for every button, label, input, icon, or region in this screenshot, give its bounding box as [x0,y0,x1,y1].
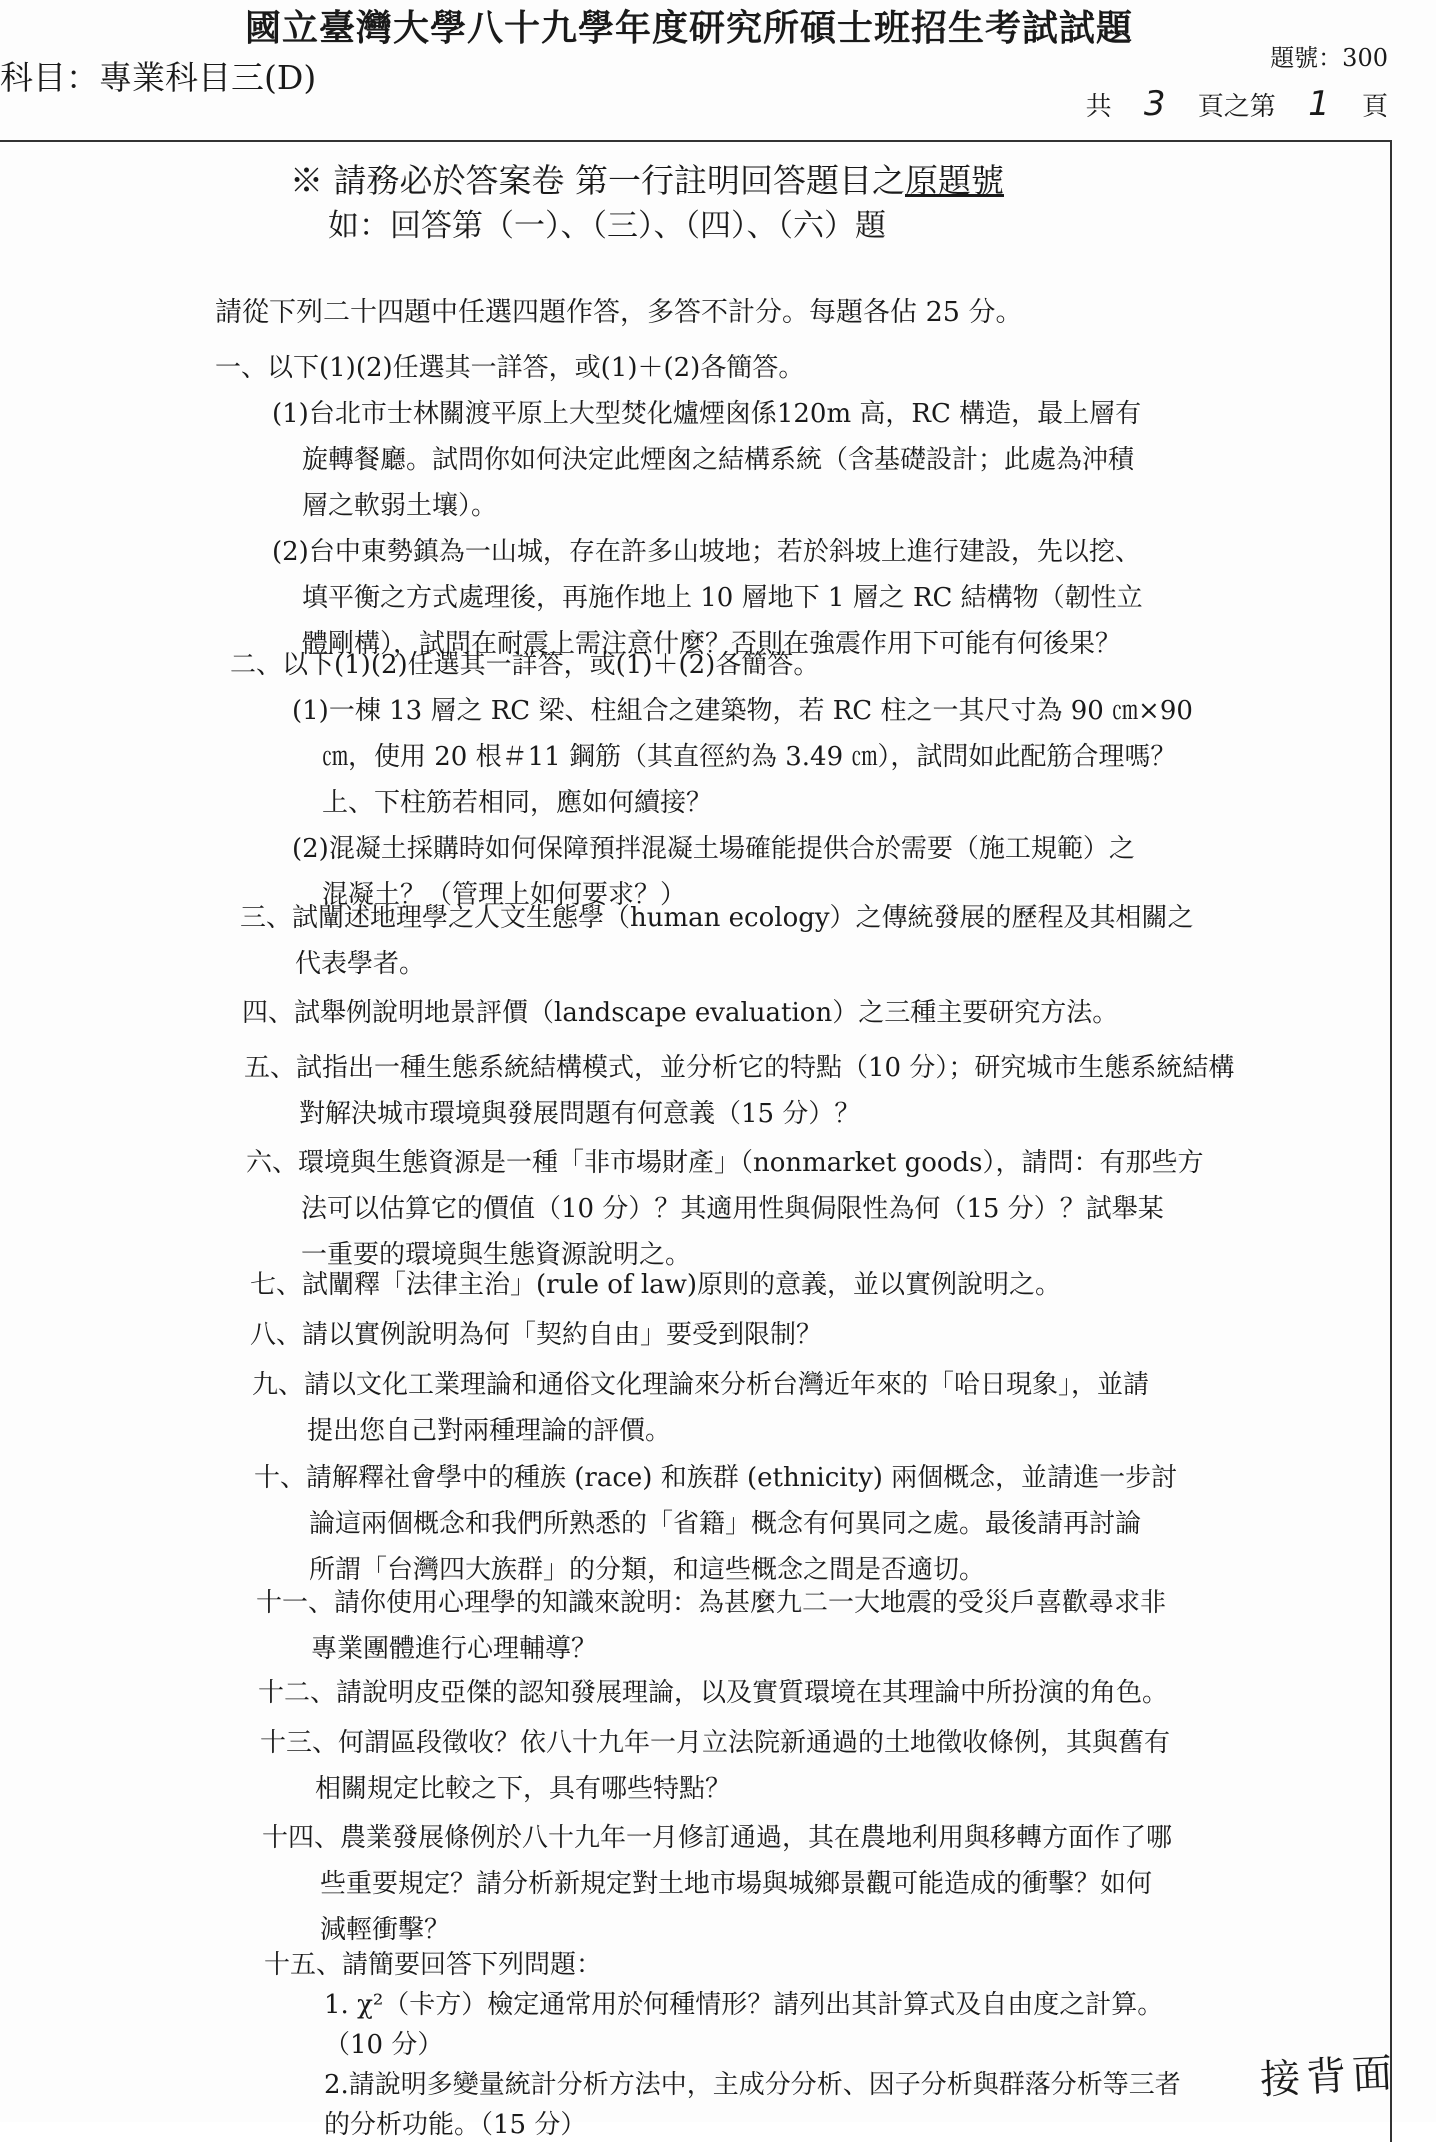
question-14 [262,1815,1172,1953]
question-3 [240,895,1194,987]
question-2 [230,642,1193,918]
topic-number: 題號：300 [1270,44,1388,72]
question-line: （10 分） [324,2030,444,2060]
question-line: 2.請說明多變量統計分析方法中，主成分分析、因子分析與群落分析等三者 [324,2070,1181,2100]
question-4 [242,990,1118,1036]
question-line: 填平衡之方式處理後，再施作地上 10 層地下 1 層之 RC 結構物（韌性立 [302,583,1143,613]
notice-example: 如：回答第（一）、（三）、（四）、（六）題 [328,208,886,244]
question-line: 1. χ²（卡方）檢定通常用於何種情形？請列出其計算式及自由度之計算。 [324,1990,1164,2020]
question-line: 二、以下(1)(2)任選其一詳答，或(1)＋(2)各簡答。 [230,650,820,680]
question-10 [254,1455,1177,1593]
question-line: 體剛構），試問在耐震上需注意什麼？否則在強震作用下可能有何後果？ [302,629,1122,659]
notice-text: ※ 請務必於答案卷 第一行註明回答題目之 [290,161,905,200]
question-line: 八、請以實例說明為何「契約自由」要受到限制？ [250,1320,823,1350]
question-line: 一、以下(1)(2)任選其一詳答，或(1)＋(2)各簡答。 [215,353,805,383]
subject-label: 科目：專業科目三(D) [0,58,317,97]
question-line: 上、下柱筋若相同，應如何續接？ [322,788,713,818]
question-line: 論這兩個概念和我們所熟悉的「省籍」概念有何異同之處。最後請再討論 [309,1509,1142,1539]
question-line: (1)台北市士林關渡平原上大型焚化爐煙囪係120m 高，RC 構造，最上層有 [272,399,1142,429]
question-line: 六、環境與生態資源是一種「非市場財產」（nonmarket goods），請問：有那些方 [246,1148,1204,1178]
question-line: 相關規定比較之下，具有哪些特點？ [315,1774,732,1804]
notice-underlined: 原題號 [904,161,1004,200]
question-line: 十五、請簡要回答下列問題： [264,1950,603,1980]
question-line: 代表學者。 [295,949,426,979]
question-line: 層之軟弱土壤）。 [302,491,498,521]
question-line: 減輕衝擊？ [320,1915,451,1945]
page-indicator [1086,84,1388,124]
question-line: 九、請以文化工業理論和通俗文化理論來分析台灣近年來的「哈日現象」，並請 [252,1370,1150,1400]
question-5 [244,1045,1234,1137]
continue-on-back-note: 接背面 [1259,2050,1400,2104]
pages-total: 3 [1143,84,1166,124]
question-line: 十三、何謂區段徵收？依八十九年一月立法院新通過的土地徵收條例，其與舊有 [260,1728,1171,1758]
question-6 [246,1140,1204,1278]
question-8 [250,1312,822,1358]
question-13 [260,1720,1170,1812]
question-line: 專業團體進行心理輔導？ [311,1634,598,1664]
question-1 [215,345,1143,667]
question-line: (2)混凝土採購時如何保障預拌混凝土場確能提供合於需要（施工規範）之 [292,834,1135,864]
question-12 [258,1670,1168,1716]
question-line: 一重要的環境與生態資源說明之。 [301,1240,692,1270]
question-line: 三、試闡述地理學之人文生態學（human ecology）之傳統發展的歷程及其相關之 [240,903,1194,933]
question-9 [252,1362,1149,1454]
question-line: 混凝土？（管理上如何要求？） [322,880,687,910]
question-line: 十一、請你使用心理學的知識來說明：為甚麼九二一大地震的受災戶喜歡尋求非 [256,1588,1167,1618]
question-line: 五、試指出一種生態系統結構模式，並分析它的特點（10 分）；研究城市生態系統結構 [244,1053,1235,1083]
pages-prefix: 共 [1085,92,1112,122]
pages-mid: 頁之第 [1197,92,1276,122]
question-11 [256,1580,1166,1672]
question-line: 提出您自己對兩種理論的評價。 [307,1416,672,1446]
pages-suffix: 頁 [1361,92,1388,122]
pages-current: 1 [1308,84,1330,124]
question-line: 七、試闡釋「法律主治」(rule of law)原則的意義，並以實例說明之。 [250,1270,1062,1300]
question-line: 的分析功能。（15 分） [324,2110,587,2140]
question-line: 十二、請說明皮亞傑的認知發展理論，以及實質環境在其理論中所扮演的角色。 [258,1678,1169,1708]
exam-title: 國立臺灣大學八十九學年度研究所碩士班招生考試試題 [245,7,1134,49]
answer-notice [290,155,1004,202]
question-line: 對解決城市環境與發展問題有何意義（15 分）？ [299,1099,861,1129]
question-line: (2)台中東勢鎮為一山城，存在許多山坡地；若於斜坡上進行建設，先以挖、 [272,537,1141,567]
question-line: 十、請解釋社會學中的種族 (race) 和族群 (ethnicity) 兩個概念，並請進一步討 [254,1463,1178,1493]
question-line: ㎝，使用 20 根＃11 鋼筋（其直徑約為 3.49 ㎝），試問如此配筋合理嗎？ [322,742,1177,772]
instructions: 請從下列二十四題中任選四題作答，多答不計分。每題各佔 25 分。 [215,297,1023,328]
question-line: 法可以估算它的價值（10 分）？其適用性與侷限性為何（15 分）？試舉某 [301,1194,1164,1224]
question-7 [250,1262,1061,1308]
question-15 [264,1945,1181,2145]
question-line: 所謂「台灣四大族群」的分類，和這些概念之間是否適切。 [309,1555,986,1585]
question-line: 些重要規定？請分析新規定對土地市場與城鄉景觀可能造成的衝擊？如何 [320,1869,1153,1899]
question-line: (1)一棟 13 層之 RC 梁、柱組合之建築物，若 RC 柱之一其尺寸為 90 ㎝×90 [292,696,1193,726]
question-line: 旋轉餐廳。試問你如何決定此煙囪之結構系統（含基礎設計；此處為沖積 [302,445,1135,475]
question-line: 十四、農業發展條例於八十九年一月修訂通過，其在農地利用與移轉方面作了哪 [262,1823,1173,1853]
question-line: 四、試舉例說明地景評價（landscape evaluation）之三種主要研究方法。 [242,998,1119,1028]
